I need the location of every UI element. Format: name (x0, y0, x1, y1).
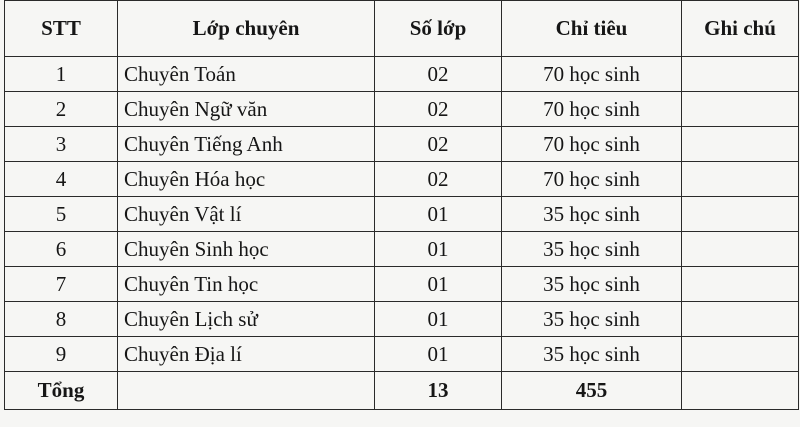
header-ghi-chu: Ghi chú (682, 1, 799, 57)
header-chi-tieu: Chỉ tiêu (502, 1, 682, 57)
cell-chi-tieu: 70 học sinh (502, 162, 682, 197)
cell-so-lop: 01 (375, 302, 502, 337)
cell-so-lop: 02 (375, 127, 502, 162)
cell-so-lop: 01 (375, 337, 502, 372)
cell-chi-tieu: 70 học sinh (502, 92, 682, 127)
cell-ghi-chu (682, 92, 799, 127)
cell-stt: 3 (5, 127, 118, 162)
cell-ghi-chu (682, 337, 799, 372)
cell-stt: 7 (5, 267, 118, 302)
cell-chi-tieu: 35 học sinh (502, 232, 682, 267)
cell-lop-chuyen: Chuyên Tin học (118, 267, 375, 302)
cell-lop-chuyen: Chuyên Hóa học (118, 162, 375, 197)
cell-so-lop: 01 (375, 197, 502, 232)
table-row (5, 92, 799, 127)
cell-chi-tieu: 35 học sinh (502, 197, 682, 232)
table-row (5, 162, 799, 197)
total-ghi-chu (682, 372, 799, 410)
total-chi-tieu: 455 (502, 372, 682, 410)
cell-so-lop: 02 (375, 162, 502, 197)
header-row (5, 1, 799, 57)
cell-ghi-chu (682, 302, 799, 337)
cell-chi-tieu: 35 học sinh (502, 267, 682, 302)
cell-ghi-chu (682, 127, 799, 162)
table-header (5, 1, 799, 57)
cell-stt: 5 (5, 197, 118, 232)
cell-ghi-chu (682, 57, 799, 92)
cell-stt: 4 (5, 162, 118, 197)
cell-ghi-chu (682, 267, 799, 302)
total-so-lop: 13 (375, 372, 502, 410)
cell-stt: 6 (5, 232, 118, 267)
cell-chi-tieu: 35 học sinh (502, 337, 682, 372)
cell-ghi-chu (682, 162, 799, 197)
header-so-lop: Số lớp (375, 1, 502, 57)
table-body (5, 57, 799, 410)
header-stt: STT (5, 1, 118, 57)
cell-lop-chuyen: Chuyên Vật lí (118, 197, 375, 232)
total-lop-chuyen (118, 372, 375, 410)
table-row (5, 337, 799, 372)
total-row (5, 372, 799, 410)
cell-ghi-chu (682, 232, 799, 267)
cell-stt: 2 (5, 92, 118, 127)
total-label: Tổng (5, 372, 118, 410)
table-row (5, 302, 799, 337)
cell-lop-chuyen: Chuyên Địa lí (118, 337, 375, 372)
cell-so-lop: 01 (375, 267, 502, 302)
cell-chi-tieu: 70 học sinh (502, 57, 682, 92)
cell-lop-chuyen: Chuyên Toán (118, 57, 375, 92)
table-row (5, 232, 799, 267)
header-lop-chuyen: Lớp chuyên (118, 1, 375, 57)
quota-table (4, 0, 799, 410)
cell-chi-tieu: 35 học sinh (502, 302, 682, 337)
cell-stt: 9 (5, 337, 118, 372)
cell-lop-chuyen: Chuyên Tiếng Anh (118, 127, 375, 162)
cell-so-lop: 01 (375, 232, 502, 267)
cell-so-lop: 02 (375, 92, 502, 127)
table-row (5, 57, 799, 92)
cell-stt: 8 (5, 302, 118, 337)
cell-lop-chuyen: Chuyên Sinh học (118, 232, 375, 267)
table-row (5, 127, 799, 162)
cell-lop-chuyen: Chuyên Ngữ văn (118, 92, 375, 127)
cell-lop-chuyen: Chuyên Lịch sử (118, 302, 375, 337)
table-row (5, 267, 799, 302)
cell-so-lop: 02 (375, 57, 502, 92)
cell-chi-tieu: 70 học sinh (502, 127, 682, 162)
table-row (5, 197, 799, 232)
cell-stt: 1 (5, 57, 118, 92)
cell-ghi-chu (682, 197, 799, 232)
